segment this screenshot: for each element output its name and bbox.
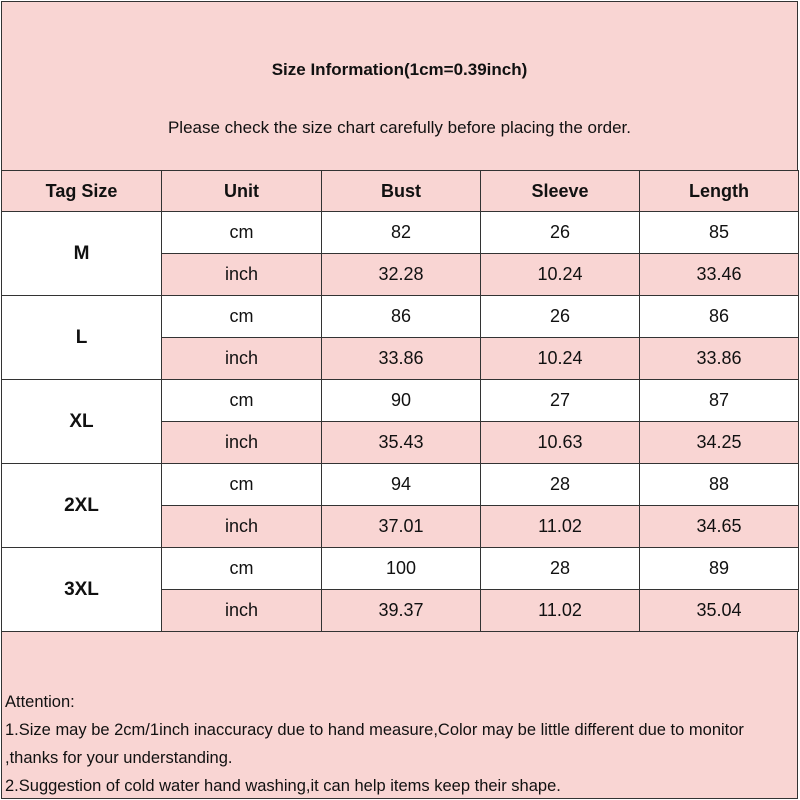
length-cell: 86	[640, 296, 799, 338]
sleeve-cell: 10.24	[481, 254, 640, 296]
unit-cell: cm	[162, 212, 322, 254]
bust-cell: 35.43	[322, 422, 481, 464]
bust-cell: 32.28	[322, 254, 481, 296]
attention-notes	[1, 631, 798, 799]
length-cell: 87	[640, 380, 799, 422]
bust-cell: 90	[322, 380, 481, 422]
header-sleeve: Sleeve	[481, 171, 640, 212]
tag-size-cell: XL	[2, 380, 162, 464]
attention-line-2: 2.Suggestion of cold water hand washing,it can help items keep their shape.	[5, 777, 561, 795]
header-bust: Bust	[322, 171, 481, 212]
table-row	[2, 212, 799, 254]
title-row	[1, 1, 798, 86]
sleeve-cell: 26	[481, 212, 640, 254]
table-row	[2, 296, 799, 338]
bust-cell: 86	[322, 296, 481, 338]
bust-cell: 82	[322, 212, 481, 254]
length-cell: 33.46	[640, 254, 799, 296]
size-chart-notice: Please check the size chart carefully before placing the order.	[167, 117, 632, 137]
sleeve-cell: 26	[481, 296, 640, 338]
unit-cell: inch	[162, 338, 322, 380]
header-length: Length	[640, 171, 799, 212]
sleeve-cell: 28	[481, 464, 640, 506]
length-cell: 35.04	[640, 590, 799, 632]
length-cell: 89	[640, 548, 799, 590]
bust-cell: 39.37	[322, 590, 481, 632]
table-header-row	[2, 171, 799, 212]
sleeve-cell: 10.63	[481, 422, 640, 464]
length-cell: 34.25	[640, 422, 799, 464]
size-table	[1, 170, 799, 632]
tag-size-cell: L	[2, 296, 162, 380]
attention-line-1: 1.Size may be 2cm/1inch inaccuracy due to hand measure,Color may be little different due to monitor ,thanks for your understanding.	[5, 721, 744, 767]
unit-cell: cm	[162, 296, 322, 338]
length-cell: 88	[640, 464, 799, 506]
sleeve-cell: 11.02	[481, 506, 640, 548]
sleeve-cell: 27	[481, 380, 640, 422]
length-cell: 85	[640, 212, 799, 254]
bust-cell: 37.01	[322, 506, 481, 548]
table-row	[2, 464, 799, 506]
tag-size-cell: M	[2, 212, 162, 296]
length-cell: 34.65	[640, 506, 799, 548]
table-row	[2, 548, 799, 590]
unit-cell: cm	[162, 380, 322, 422]
unit-cell: cm	[162, 548, 322, 590]
header-unit: Unit	[162, 171, 322, 212]
unit-cell: inch	[162, 254, 322, 296]
sleeve-cell: 11.02	[481, 590, 640, 632]
unit-cell: inch	[162, 506, 322, 548]
notice-row	[1, 85, 798, 171]
attention-heading: Attention:	[5, 693, 75, 711]
size-info-title: Size Information(1cm=0.39inch)	[271, 60, 528, 79]
unit-cell: inch	[162, 422, 322, 464]
sleeve-cell: 10.24	[481, 338, 640, 380]
unit-cell: inch	[162, 590, 322, 632]
unit-cell: cm	[162, 464, 322, 506]
table-row	[2, 380, 799, 422]
tag-size-cell: 3XL	[2, 548, 162, 632]
bust-cell: 100	[322, 548, 481, 590]
bust-cell: 94	[322, 464, 481, 506]
header-tag-size: Tag Size	[2, 171, 162, 212]
sleeve-cell: 28	[481, 548, 640, 590]
tag-size-cell: 2XL	[2, 464, 162, 548]
length-cell: 33.86	[640, 338, 799, 380]
bust-cell: 33.86	[322, 338, 481, 380]
